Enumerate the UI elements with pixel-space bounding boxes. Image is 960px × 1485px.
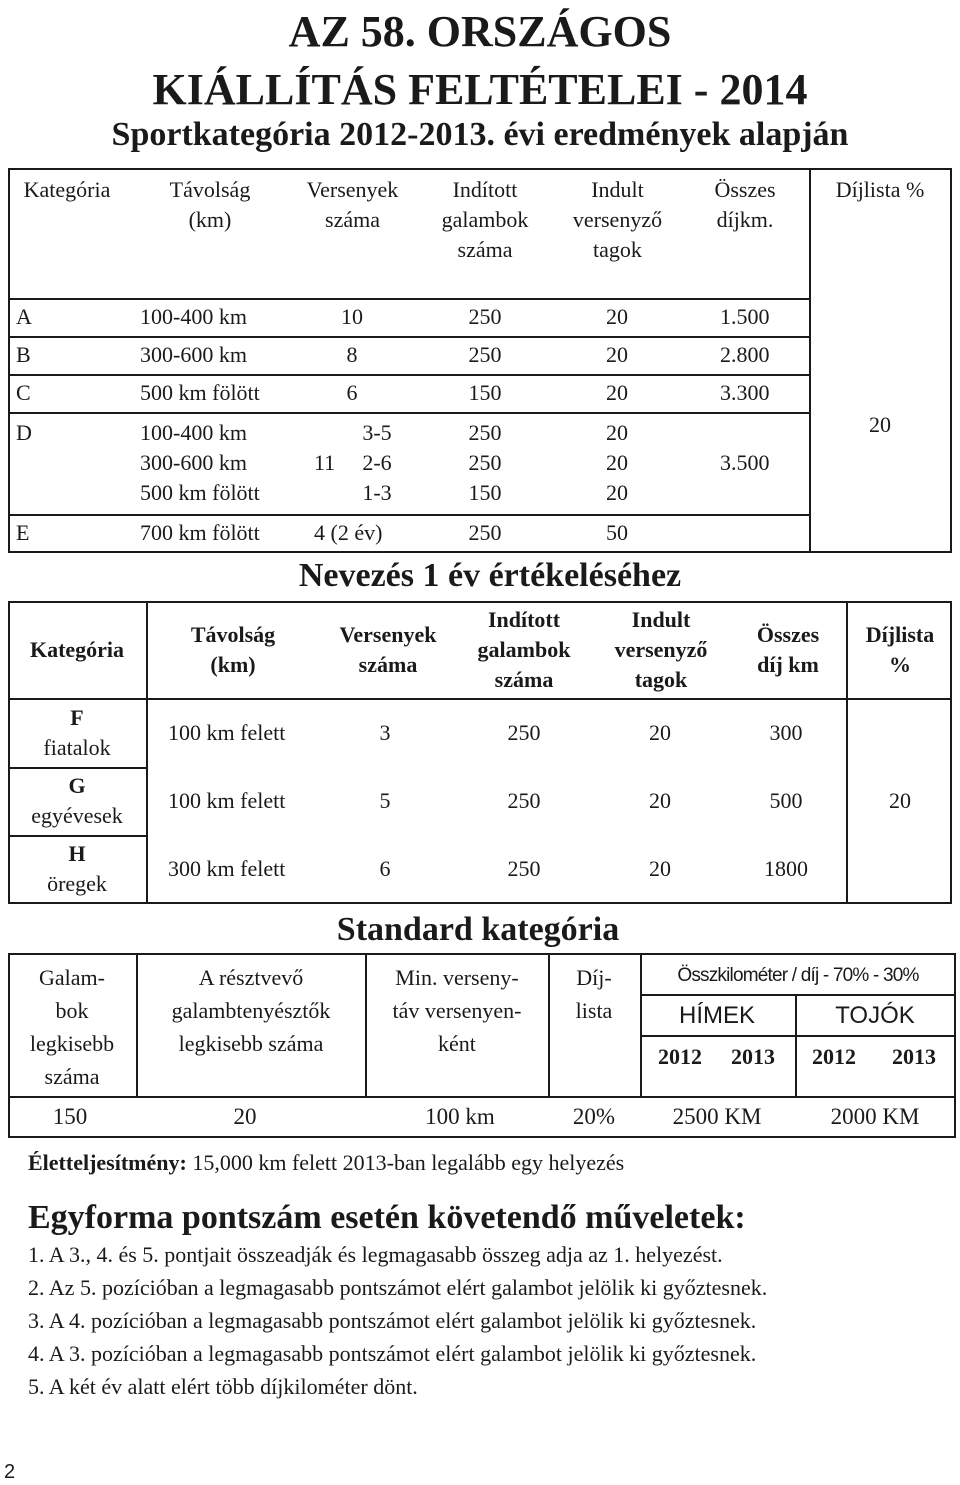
sport-header-dijlista: Díjlista % [835,177,925,202]
standard-value-min: 100 km [425,1104,495,1129]
sport-row-d-dist-1: 100-400 km [140,420,247,445]
page-number: 2 [4,1461,16,1483]
sport-row-d-prize: 3.500 [720,450,770,475]
sport-row-a-races: 10 [341,304,363,329]
standard-value-tojok: 2000 KM [830,1104,920,1129]
nevezes-row-f-races: 3 [379,720,391,745]
nevezes-row-g-code: G [68,773,86,798]
sport-row-c-dist: 500 km fölött [140,380,260,405]
sport-row-d-members-3: 20 [606,480,628,505]
sport-row-c-cat: C [16,380,31,405]
page-title-line1: AZ 58. ORSZÁGOS [288,7,672,56]
standard-year-himek-2012: 2012 [658,1044,702,1069]
standard-header-ossz: Összkilométer / díj - 70% - 30% [677,965,919,986]
elet-label: Életteljesítmény: [28,1150,187,1175]
sport-row-e-dist: 700 km fölött [140,520,260,545]
standard-value-galamb: 150 [52,1104,88,1129]
sport-divider [809,168,811,553]
sport-divider [8,412,810,414]
nevezes-title: Nevezés 1 év értékeléséhez [298,557,682,594]
sport-row-e-members: 50 [606,520,628,545]
page-subtitle: Sportkategória 2012-2013. évi eredmények alapján [111,116,849,153]
nevezes-row-h-name: öregek [47,871,107,896]
sport-row-c-birds: 150 [468,380,502,405]
nevezes-divider [146,601,148,904]
sport-header-osszes: Összes díjkm. [714,177,776,232]
sport-row-e-cat: E [16,520,30,545]
sport-row-b-members: 20 [606,342,628,367]
rule-item: 4. A 3. pozícióban a legmagasabb pontszámot elért galambot jelölik ki győztesnek. [28,1341,757,1366]
sport-row-a-birds: 250 [468,304,502,329]
standard-value-resztvevo: 20 [233,1104,257,1129]
nevezes-divider [8,835,146,837]
nevezes-row-g-prize: 500 [769,788,803,813]
nevezes-row-f-birds: 250 [507,720,541,745]
nevezes-header-versenyek: Versenyek száma [339,622,437,677]
nevezes-divider [8,767,146,769]
standard-value-himek: 2500 KM [672,1104,762,1129]
sport-header-kategoria: Kategória [23,177,111,202]
nevezes-row-h-prize: 1800 [764,856,808,881]
sport-header-versenyek: Versenyek száma [306,177,399,232]
nevezes-row-g-dist: 100 km felett [168,788,286,813]
rule-item: 1. A 3., 4. és 5. pontjait összeadják és legmagasabb összeg adja az 1. helyezést. [28,1242,723,1267]
sport-row-a-members: 20 [606,304,628,329]
elet-line [28,1148,624,1178]
sport-row-d-dist-3: 500 km fölött [140,480,260,505]
sport-divider [8,514,810,516]
page-title-line2: KIÁLLÍTÁS FELTÉTELEI - 2014 [152,65,808,114]
nevezes-row-g-birds: 250 [507,788,541,813]
nevezes-row-g-members: 20 [649,788,671,813]
nevezes-header-kategoria: Kategória [29,637,125,662]
standard-divider [640,994,956,996]
sport-row-d-birds-3: 150 [468,480,502,505]
sport-row-d-members-1: 20 [606,420,628,445]
nevezes-header-inditott: Indított galambok száma [477,607,571,692]
nevezes-row-h-code: H [68,841,86,866]
sport-row-b-dist: 300-600 km [140,342,247,367]
sport-row-c-races: 6 [346,380,358,405]
standard-value-dij: 20% [572,1104,616,1129]
standard-header-dij: Díj- lista [575,965,613,1023]
sport-row-d-dist-2: 300-600 km [140,450,247,475]
standard-divider [8,1096,956,1098]
standard-header-min: Min. verseny- táv versenyen- ként [392,965,522,1056]
standard-header-tojok: TOJÓK [835,1002,915,1029]
standard-year-tojok-2012: 2012 [812,1044,856,1069]
sport-row-e-birds: 250 [468,520,502,545]
nevezes-header-dijlista: Díjlista % [865,622,935,677]
standard-header-galamb: Galam- bok legkisebb száma [29,965,115,1089]
sport-row-d-birds-1: 250 [468,420,502,445]
standard-year-himek-2013: 2013 [731,1044,775,1069]
nevezes-row-f-code: F [70,705,84,730]
standard-title: Standard kategória [336,911,620,948]
nevezes-row-h-members: 20 [649,856,671,881]
sport-row-b-races: 8 [346,342,358,367]
nevezes-row-f-members: 20 [649,720,671,745]
standard-header-himek: HÍMEK [678,1002,755,1029]
sport-header-indult: Indult versenyző tagok [572,177,663,262]
nevezes-row-h-races: 6 [379,856,391,881]
nevezes-row-f-name: fiatalok [43,735,111,760]
sport-divider [8,336,810,338]
sport-row-d-races-3: 1-3 [362,480,392,505]
sport-row-d-birds-2: 250 [468,450,502,475]
elet-text: 15,000 km felett 2013-ban legalább egy helyezés [186,1150,625,1175]
sport-divider [8,374,810,376]
nevezes-divider [8,698,952,700]
nevezes-dijlista-value: 20 [889,788,911,813]
sport-row-c-members: 20 [606,380,628,405]
nevezes-row-g-name: egyévesek [31,803,123,828]
sport-row-b-cat: B [16,342,31,367]
standard-year-tojok-2013: 2013 [892,1044,936,1069]
sport-row-c-prize: 3.300 [720,380,770,405]
sport-row-d-races-2: 2-6 [362,450,392,475]
nevezes-row-h-dist: 300 km felett [168,856,286,881]
nevezes-header-indult: Indult versenyző tagok [614,607,708,692]
nevezes-header-osszes: Összes díj km [756,622,820,677]
sport-row-d-races-total: 11 [314,450,336,475]
sport-row-d-races-1: 3-5 [362,420,392,445]
standard-divider [640,1035,956,1037]
nevezes-header-tavolsag: Távolság (km) [190,622,276,677]
sport-divider [8,298,810,300]
sport-row-d-cat: D [16,420,32,445]
sport-row-b-birds: 250 [468,342,502,367]
nevezes-row-h-birds: 250 [507,856,541,881]
rule-item: 3. A 4. pozícióban a legmagasabb pontszámot elért galambot jelölik ki győztesnek. [28,1308,757,1333]
sport-header-tavolsag: Távolság (km) [169,177,251,232]
standard-header-resztvevo: A résztvevő galambtenyésztők legkisebb száma [171,965,331,1056]
nevezes-divider [846,601,848,904]
sport-row-a-cat: A [16,304,32,329]
sport-header-inditott: Indított galambok száma [441,177,529,262]
sport-row-a-prize: 1.500 [720,304,770,329]
rule-item: 2. Az 5. pozícióban a legmagasabb pontszámot elért galambot jelölik ki győztesnek. [28,1275,768,1300]
nevezes-row-f-dist: 100 km felett [168,720,286,745]
sport-row-d-members-2: 20 [606,450,628,475]
nevezes-row-f-prize: 300 [769,720,803,745]
rules-title: Egyforma pontszám esetén követendő műveletek: [28,1199,746,1236]
sport-row-a-dist: 100-400 km [140,304,247,329]
rule-item: 5. A két év alatt elért több díjkilométer dönt. [28,1374,418,1399]
nevezes-row-g-races: 5 [379,788,391,813]
sport-dijlista-value: 20 [869,412,891,437]
sport-row-e-races: 4 (2 év) [314,520,383,545]
sport-row-b-prize: 2.800 [720,342,770,367]
